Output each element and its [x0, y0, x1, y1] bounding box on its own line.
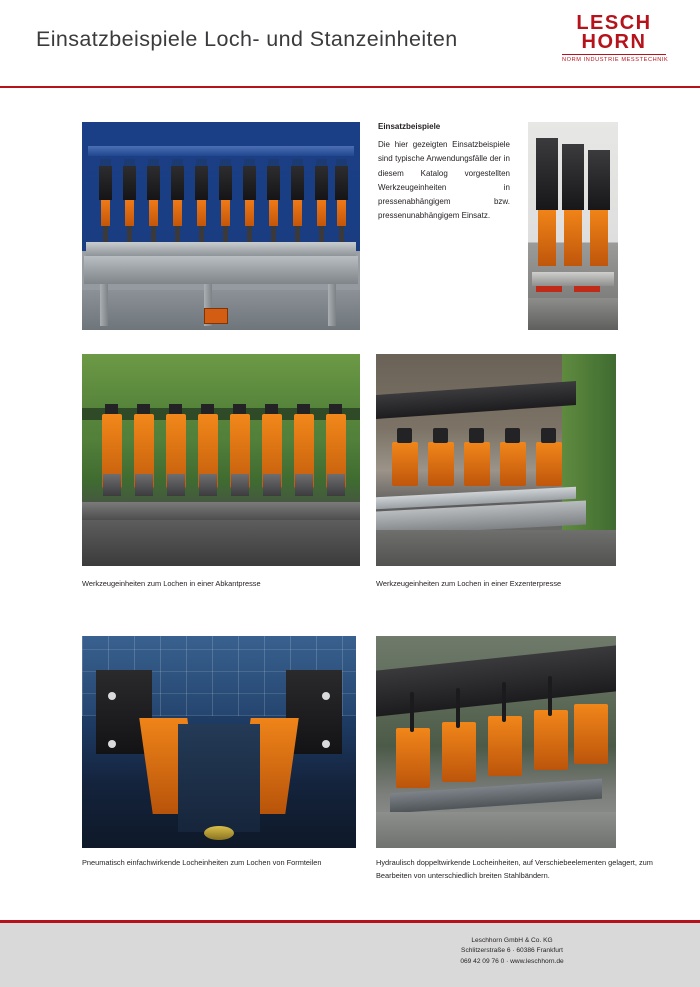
footer-address: Schlitzerstraße 6 · 60386 Frankfurt: [461, 947, 563, 955]
fastener: [108, 740, 116, 748]
logo-subtitle: NORM INDUSTRIE MESSTECHNIK: [562, 57, 669, 63]
intro-block: [378, 122, 510, 224]
tool-unit: [102, 414, 124, 500]
header-divider: [0, 86, 700, 88]
machine-rail: [82, 502, 360, 520]
logo-line-2: HORN: [581, 31, 647, 53]
floor: [376, 530, 616, 566]
tool-unit: [428, 442, 454, 486]
tool-unit-orange: [590, 210, 608, 266]
tool-unit: [464, 442, 490, 486]
logo-line-1: LESCH: [576, 12, 652, 34]
caption-abkantpresse: Werkzeugeinheiten zum Lochen in einer Abkantpresse: [82, 579, 261, 588]
caption-exzenterpresse: Werkzeugeinheiten zum Lochen in einer Exzenterpresse: [376, 579, 562, 588]
figure-pneumatisch: [82, 636, 356, 848]
footer-contact: 069 42 09 76 0 · www.leschhorn.de: [460, 957, 564, 965]
machine-beam: [88, 146, 354, 156]
page-header: [0, 0, 700, 86]
fastener: [322, 692, 330, 700]
control-box: [204, 308, 228, 324]
tool-unit: [166, 414, 188, 500]
hydraulic-unit: [396, 728, 430, 788]
page-footer: [0, 923, 700, 987]
figure-hydraulisch: [376, 636, 616, 848]
intro-body: Die hier gezeigten Einsatzbeispiele sind typische Anwendungsfälle der in diesem Katalog vorgestellten Werkzeugeinheiten in pressenabhängigem bzw. pressenunabhängigem Einsatz.: [378, 140, 510, 221]
footer-contact-block: [362, 936, 662, 967]
hydraulic-unit: [442, 722, 476, 782]
logo-divider: [562, 54, 666, 55]
tool-unit: [392, 442, 418, 486]
workpiece-detail: [204, 826, 234, 840]
tool-unit-body: [536, 138, 558, 210]
tool-unit: [500, 442, 526, 486]
tool-unit: [294, 414, 316, 500]
figure-press-line: [82, 122, 360, 330]
figure-abkantpresse: [82, 354, 360, 566]
floor: [376, 812, 616, 848]
tool-unit: [198, 414, 220, 500]
machine-housing: [82, 354, 360, 408]
tool-unit: [230, 414, 252, 500]
hydraulic-hose: [502, 682, 506, 722]
tool-unit-body: [588, 150, 610, 210]
floor: [528, 298, 618, 330]
red-part: [574, 286, 600, 292]
machine-table: [84, 256, 358, 284]
tool-unit: [326, 414, 348, 500]
tool-unit-orange: [538, 210, 556, 266]
machine-bench: [82, 520, 360, 566]
caption-hydraulisch: Hydraulisch doppeltwirkende Locheinheiten, auf Verschiebeelementen gelagert, zum Bearbeiten von unterschiedlich breiten Stahlbändern.: [376, 858, 653, 880]
workpiece: [178, 724, 260, 832]
fastener: [322, 740, 330, 748]
hydraulic-unit: [574, 704, 608, 764]
red-part: [536, 286, 562, 292]
tool-unit: [134, 414, 156, 500]
hydraulic-unit: [488, 716, 522, 776]
machine-leg: [328, 284, 336, 326]
machine-leg: [100, 284, 108, 326]
tool-unit: [262, 414, 284, 500]
caption-pneumatisch: Pneumatisch einfachwirkende Locheinheiten zum Lochen von Formteilen: [82, 858, 322, 867]
hydraulic-hose: [456, 688, 460, 728]
tool-unit-orange: [564, 210, 582, 266]
machine-base: [532, 272, 614, 286]
figure-tool-units: [528, 122, 618, 330]
intro-title: Einsatzbeispiele: [378, 122, 441, 131]
tool-unit-body: [562, 144, 584, 210]
page-title: Einsatzbeispiele Loch- und Stanzeinheiten: [36, 27, 458, 51]
hydraulic-hose: [410, 692, 414, 732]
tool-unit: [536, 442, 562, 486]
footer-company: Leschhorn GmbH & Co. KG: [471, 937, 553, 944]
hydraulic-hose: [548, 676, 552, 716]
hydraulic-unit: [534, 710, 568, 770]
fastener: [108, 692, 116, 700]
machine-rail: [86, 242, 356, 256]
company-logo: [562, 12, 669, 72]
figure-exzenterpresse: [376, 354, 616, 566]
